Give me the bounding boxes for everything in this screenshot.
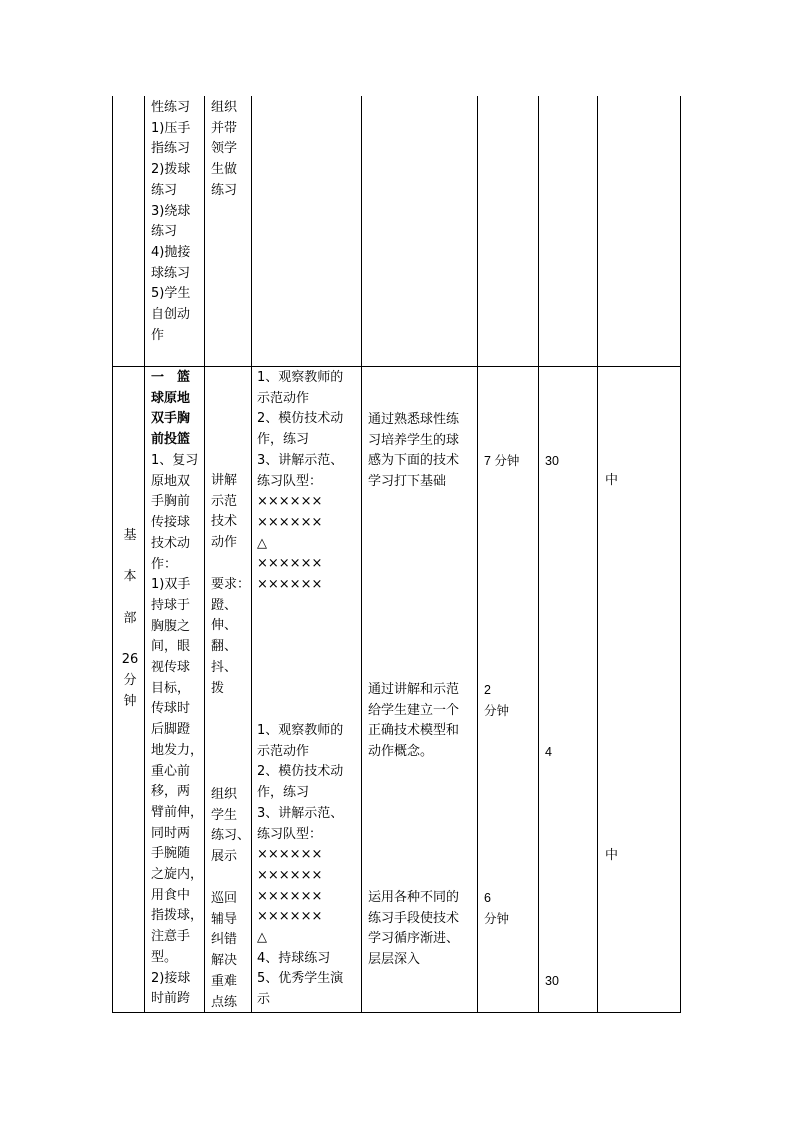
time-b: 2 分钟	[484, 683, 510, 718]
count-c: 30	[545, 974, 559, 988]
table-border-bottom	[112, 1012, 681, 1013]
teacher-guidance: 巡回 辅导 纠错 解决 重难 点练	[211, 891, 238, 1010]
purpose-a: 通过熟悉球性练 习培养学生的球 感为下面的技术 学习打下基础	[368, 412, 460, 490]
section-label: 基 本 部 26 分 钟	[121, 528, 139, 709]
time-c: 6 分钟	[484, 891, 510, 926]
time-a: 7 分钟	[484, 454, 520, 468]
purpose-b: 通过讲解和示范 给学生建立一个 正确技术模型和 动作概念。	[368, 682, 460, 760]
table-gridline-col7	[597, 96, 598, 1013]
count-b: 4	[545, 745, 552, 759]
table-gridline-col4	[361, 96, 362, 1013]
table-gridline-col3	[251, 96, 252, 1013]
table-gridline-col6	[538, 96, 539, 1013]
intensity-a: 中	[605, 473, 619, 488]
teacher-demonstrate: 讲解 示范 技术 动作	[211, 473, 238, 551]
row1-content-cell: 性练习 1)压手 指练习 2)拨球 练习 3)绕球 练习 4)抛接 球练习 5)学生 自创动 作	[151, 100, 191, 343]
table-gridline-col1	[144, 96, 145, 1013]
table-gridline-col5	[477, 96, 478, 1013]
table-border-left	[112, 96, 113, 1013]
student-activity-b: 1、观察教师的 示范动作 2、模仿技术动 作，练习 3、讲解示范、 练习队型： ×××××× ×××××× ×××××× ×××××× △ 4、持球练习 5、优秀学生演 示	[257, 723, 344, 1008]
teacher-organize: 组织 学生 练习、 展示	[211, 787, 251, 865]
count-a: 30	[545, 454, 559, 468]
table-border-right	[680, 96, 681, 1013]
student-activity-a: 1、观察教师的 示范动作 2、模仿技术动 作，练习 3、讲解示范、 练习队型： ×××××× ×××××× △ ×××××× ××××××	[257, 370, 344, 593]
content-body: 1、复习 原地双 手胸前 传接球 技术动 作： 1)双手 持球于 胸腹之 间，眼 视传球 目标， 传球时 后脚蹬 地发力， 重心前 移，两 臂前伸， 同时两 手腕随 之旋内， 用食中 指拨球， 注意手 型。 2)接球 时前跨	[151, 453, 204, 1007]
purpose-c: 运用各种不同的 练习手段使技术 学习循序渐进、 层层深入	[368, 890, 460, 968]
table-row-divider	[112, 366, 681, 367]
table-gridline-col2	[204, 96, 205, 1013]
intensity-b: 中	[605, 848, 619, 863]
content-title: 一 篮 球原地 双手胸 前投篮	[151, 370, 191, 448]
row1-teacher-cell: 组织 并带 领学 生做 练习	[211, 100, 238, 198]
teacher-requirements: 要求： 蹬、 伸、 翻、 抖、 拨	[211, 577, 251, 696]
